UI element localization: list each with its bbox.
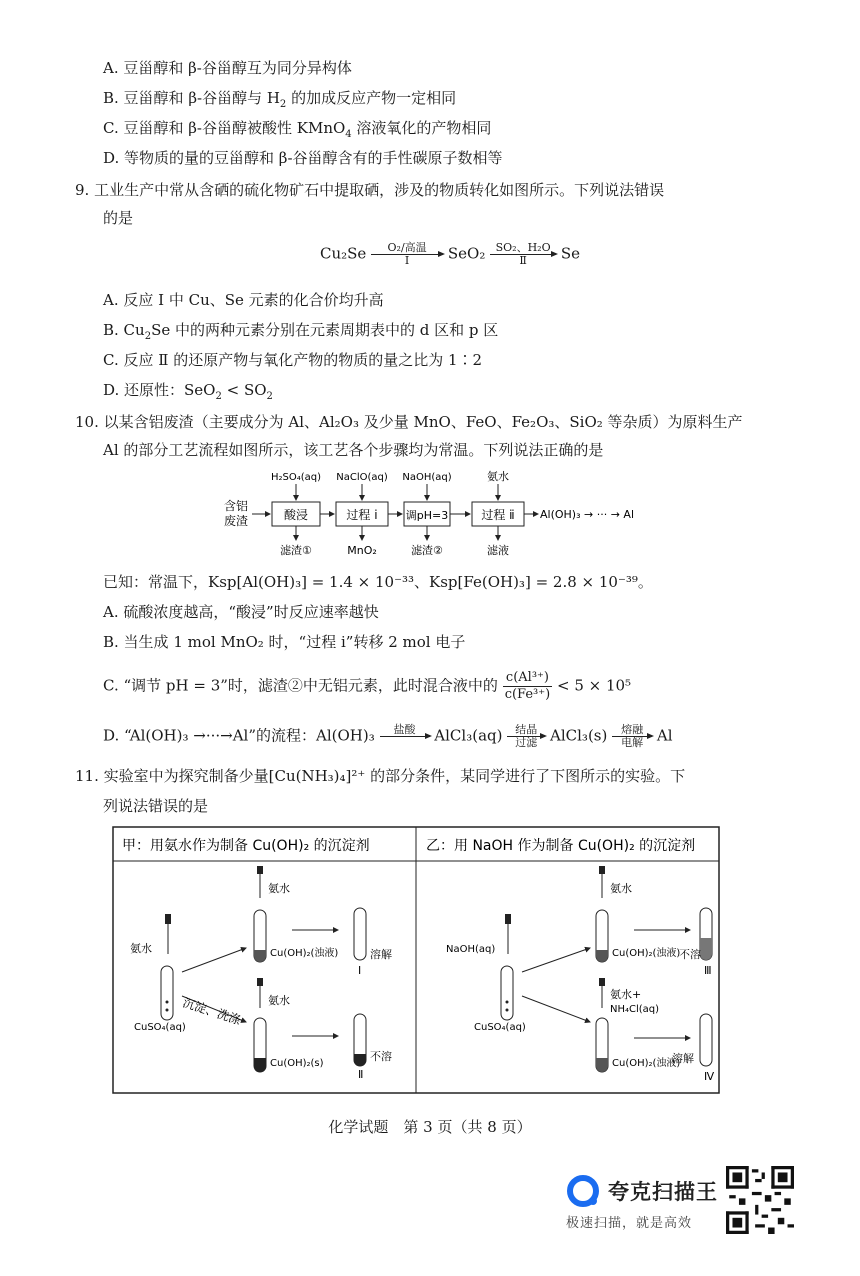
panel-right — [446, 866, 715, 1083]
q11-experiment-figure — [112, 826, 720, 1096]
svg-text:氨水: 氨水 — [268, 882, 290, 895]
svg-text:不溶: 不溶 — [370, 1050, 392, 1063]
svg-text:NH₄Cl(aq): NH₄Cl(aq) — [610, 1004, 660, 1015]
flow-output-3: 滤渣② — [411, 544, 443, 557]
q11-stem-cont: 列说法错误的是 — [103, 797, 209, 815]
q10-option-b: B. 当生成 1 mol MnO₂ 时，“过程 ⅰ”转移 2 mol 电子 — [103, 633, 466, 651]
svg-text:Ⅲ: Ⅲ — [704, 964, 712, 977]
panel-right-title: 乙：用 NaOH 作为制备 Cu(OH)₂ 的沉淀剂 — [426, 838, 696, 854]
flow-input-3: NaOH(aq) — [402, 472, 452, 483]
svg-text:NaOH(aq): NaOH(aq) — [446, 944, 496, 955]
svg-text:CuSO₄(aq): CuSO₄(aq) — [474, 1022, 526, 1033]
q9-stem: 9. 工业生产中常从含硒的硫化物矿石中提取硒，涉及的物质转化如图所示。下列说法错误 — [75, 181, 665, 199]
panel-left — [130, 866, 392, 1081]
svg-text:Cu(OH)₂(s): Cu(OH)₂(s) — [270, 1058, 324, 1069]
brand-name: 夸克扫描王 — [608, 1180, 718, 1204]
q8-option-d: D. 等物质的量的豆甾醇和 β-谷甾醇含有的手性碳原子数相等 — [103, 149, 503, 167]
q10-process-flow — [220, 468, 660, 560]
q9-stem-cont: 的是 — [103, 209, 134, 227]
q9-option-c: C. 反应 Ⅱ 的还原产物与氧化产物的物质的量之比为 1∶2 — [103, 351, 483, 369]
svg-text:Ⅰ: Ⅰ — [358, 964, 362, 977]
q10-known: 已知：常温下，Ksp[Al(OH)₃] = 1.4 × 10⁻³³、Ksp[Fe(OH)₃] = 2.8 × 10⁻³⁹。 — [103, 573, 653, 591]
q9-scheme: Cu₂Se O₂/高温 Ⅰ SeO₂ SO₂、H₂O Ⅱ Se — [320, 241, 581, 267]
flow-tail: Al(OH)₃ → ··· → Al — [540, 508, 634, 521]
svg-text:氨水: 氨水 — [610, 882, 632, 895]
q10-option-a: A. 硫酸浓度越高，“酸浸”时反应速率越快 — [103, 603, 379, 621]
flow-feed-2: 废渣 — [224, 514, 249, 528]
flow-output-2: MnO₂ — [347, 544, 377, 557]
q10-option-d: D. “Al(OH)₃ →···→Al”的流程：Al(OH)₃ 盐酸 AlCl₃(aq) 结晶 过滤 AlCl₃(s) 熔融 电解 Al — [103, 723, 673, 749]
scanner-watermark — [566, 1168, 746, 1238]
flow-box-3-label: 调pH=3 — [405, 509, 449, 522]
svg-text:氨水: 氨水 — [268, 994, 290, 1007]
q8-option-a: A. 豆甾醇和 β-谷甾醇互为同分异构体 — [103, 59, 352, 77]
svg-text:Cu(OH)₂(浊液): Cu(OH)₂(浊液) — [612, 1058, 681, 1069]
q9-option-a: A. 反应 Ⅰ 中 Cu、Se 元素的化合价均升高 — [103, 291, 384, 309]
svg-text:氨水+: 氨水+ — [610, 988, 642, 1001]
svg-text:Ⅱ: Ⅱ — [358, 1068, 364, 1081]
page-footer: 化学试题 第 3 页（共 8 页） — [328, 1118, 532, 1136]
svg-text:溶解: 溶解 — [370, 948, 392, 961]
svg-text:沉淀、洗涤: 沉淀、洗涤 — [181, 995, 243, 1028]
q10-stem-cont: Al 的部分工艺流程如图所示，该工艺各个步骤均为常温。下列说法正确的是 — [103, 441, 604, 459]
flow-box-1-label: 酸浸 — [283, 508, 309, 522]
q10-ratio-fraction: $\frac{\text{c(Al³⁺)}}{\text{c(Fe³⁺)}}$ — [504, 670, 551, 702]
svg-text:Cu(OH)₂(浊液): Cu(OH)₂(浊液) — [612, 948, 681, 959]
svg-text:氨水: 氨水 — [130, 942, 152, 955]
q10-option-c: C. “调节 pH = 3”时，滤渣②中无铝元素，此时混合液中的 $\frac{\text{c(Al³⁺)}}{\text{c(Fe³⁺)}}$ < 5 × 10⁵ — [103, 670, 632, 702]
svg-text:Ⅳ: Ⅳ — [704, 1070, 715, 1083]
q8-option-b: B. 豆甾醇和 β-谷甾醇与 $H_2$ 的加成反应产物一定相同 — [103, 89, 457, 110]
flow-box-4-label: 过程 ⅱ — [481, 508, 515, 522]
brand-tagline: 极速扫描，就是高效 — [566, 1216, 693, 1231]
flow-feed-1: 含铝 — [224, 499, 249, 513]
flow-output-1: 滤渣① — [280, 544, 312, 557]
q9-option-b: B. $Cu_2Se$ 中的两种元素分别在元素周期表中的 d 区和 p 区 — [103, 321, 499, 342]
flow-input-2: NaClO(aq) — [336, 472, 388, 483]
q8-option-c: C. 豆甾醇和 β-谷甾醇被酸性 KMnO$_4$ 溶液氧化的产物相同 — [103, 119, 492, 140]
flow-box-2-label: 过程 ⅰ — [346, 508, 378, 522]
svg-text:Cu(OH)₂(浊液): Cu(OH)₂(浊液) — [270, 948, 339, 959]
q10-stem: 10. 以某含铝废渣（主要成分为 Al、Al₂O₃ 及少量 MnO、FeO、Fe₂O₃、SiO₂ 等杂质）为原料生产 — [75, 413, 743, 431]
flow-input-1: H₂SO₄(aq) — [270, 472, 322, 483]
svg-text:溶解: 溶解 — [672, 1052, 694, 1065]
flow-output-4: 滤液 — [487, 544, 509, 557]
quark-logo-icon — [566, 1174, 600, 1208]
panel-left-title: 甲：用氨水作为制备 Cu(OH)₂ 的沉淀剂 — [122, 838, 370, 854]
q9-arrow-2: SO₂、H₂O Ⅱ — [490, 242, 556, 267]
qr-code-icon — [726, 1166, 794, 1234]
svg-text:CuSO₄(aq): CuSO₄(aq) — [134, 1022, 186, 1033]
q9-arrow-1: O₂/高温 Ⅰ — [371, 242, 443, 267]
svg-text:不溶: 不溶 — [679, 948, 701, 961]
flow-input-4: 氨水 — [487, 470, 509, 483]
q9-option-d: D. 还原性：$SeO_2 < SO_2$ — [103, 381, 273, 402]
q11-stem: 11. 实验室中为探究制备少量[Cu(NH₃)₄]²⁺ 的部分条件，某同学进行了下图所示的实验。下 — [75, 767, 686, 785]
